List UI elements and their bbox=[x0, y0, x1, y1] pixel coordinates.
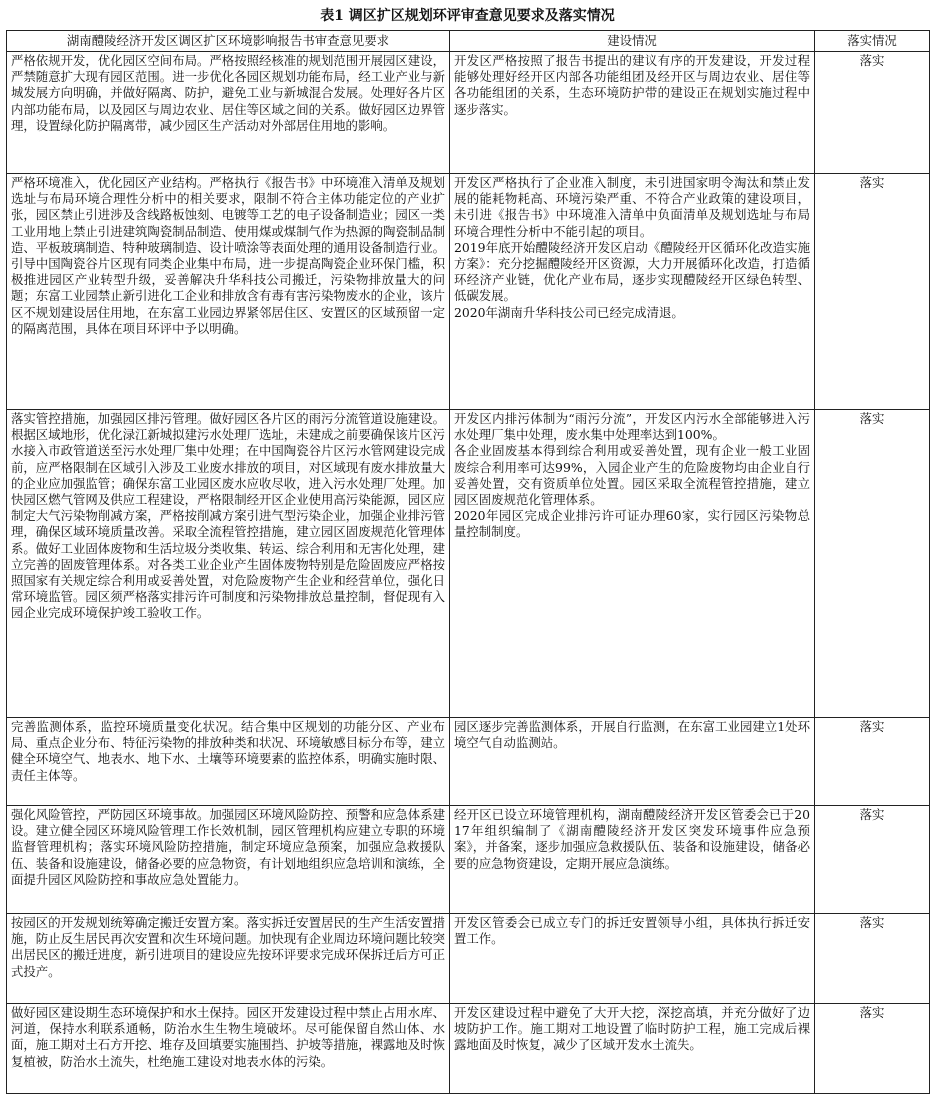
table-row bbox=[7, 52, 930, 174]
status-cell: 落实 bbox=[815, 806, 930, 914]
condition-text: 2020年园区完成企业排污许可证办理60家，实行园区污染物总量控制制度。 bbox=[454, 508, 810, 540]
status-cell: 落实 bbox=[815, 174, 930, 410]
requirement-cell: 严格依规开发，优化园区空间布局。严格按照经核准的规划范围开展园区建设，严禁随意扩大现有园区范围。进一步优化各园区规划功能布局，经工业产业与新城发展方向明确，并做好隔离、防护，避免工业与新城混合发展。处理好各片区内部功能布局，以及园区与周边农业、居住等区域之间的关系。做好园区边界管理，设置绿化防护隔离带，减少园区生产活动对外部居住用地的影响。 bbox=[7, 52, 450, 174]
condition-text: 开发区管委会已成立专门的拆迁安置领导小组，具体执行拆迁安置工作。 bbox=[454, 915, 810, 947]
condition-text: 开发区严格按照了报告书提出的建议有序的开发建设，开发过程能够处理好经开区内部各功能组团及经开区与周边农业、居住等各功能组团的关系，生态环境防护带的建设正在规划实施过程中逐步落实。 bbox=[454, 53, 810, 117]
requirement-cell: 完善监测体系，监控环境质量变化状况。结合集中区规划的功能分区、产业布局、重点企业分布、特征污染物的排放种类和状况、环境敏感目标分布等，建立健全环境空气、地表水、地下水、土壤等环境要素的监控体系，明确实施时限、责任主体等。 bbox=[7, 718, 450, 806]
table-row bbox=[7, 410, 930, 718]
status-cell: 落实 bbox=[815, 718, 930, 806]
status-cell: 落实 bbox=[815, 52, 930, 174]
table-row bbox=[7, 914, 930, 1004]
condition-text: 园区逐步完善监测体系，开展自行监测，在东富工业园建立1处环境空气自动监测站。 bbox=[454, 719, 810, 751]
requirement-cell: 强化风险管控，严防园区环境事故。加强园区环境风险防控、预警和应急体系建设。建立健全园区环境风险管理工作长效机制，园区管理机构应建立专职的环境监督管理机构；落实环境风险防控措施，制定环境应急预案，加强应急救援队伍、装备和设施建设，储备必要的应急物资，有计划地组织应急培训和演练，全面提升园区风险防控和事故应急处置能力。 bbox=[7, 806, 450, 914]
condition-text: 2020年湖南升华科技公司已经完成清退。 bbox=[454, 304, 684, 320]
condition-cell bbox=[450, 174, 815, 410]
requirement-cell: 做好园区建设期生态环境保护和水土保持。园区开发建设过程中禁止占用水库、河道，保持水利联系通畅，防治水生生物生境破坏。尽可能保留自然山体、水面，施工期对土石方开挖、堆存及回填要实施围挡、护坡等措施，裸露地及时恢复植被，防治水土流失，杜绝施工建设对地表水体的污染。 bbox=[7, 1004, 450, 1094]
condition-cell bbox=[450, 718, 815, 806]
condition-text: 开发区建设过程中避免了大开大挖，深挖高填，并充分做好了边坡防护工作。施工期对工地设置了临时防护工程，施工完成后裸露地面及时恢复，减少了区域开发水土流失。 bbox=[454, 1005, 810, 1053]
review-table bbox=[6, 30, 930, 1094]
condition-cell bbox=[450, 52, 815, 174]
header-row bbox=[7, 31, 930, 52]
condition-cell bbox=[450, 806, 815, 914]
condition-text: 开发区严格执行了企业准入制度，未引进国家明令淘汰和禁止发展的能耗物耗高、环境污染严重、不符合产业政策的建设项目，未引进《报告书》中环境准入清单中负面清单及规划选址与布局环境合理性分析中不能引起的项目。 bbox=[454, 175, 810, 239]
condition-cell bbox=[450, 410, 815, 718]
table-row bbox=[7, 718, 930, 806]
condition-text: 开发区内排污体制为“雨污分流”，开发区内污水全部能够进入污水处理厂集中处理，废水集中处理率达到100%。 bbox=[454, 411, 810, 443]
condition-text: 经开区已设立环境管理机构，湖南醴陵经济开发区管委会已于2017年组织编制了《湖南醴陵经济开发区突发环境事件应急预案》，并备案，逐步加强应急救援队伍、装备和设施建设，储备必要的应急物资建设，定期开展应急演练。 bbox=[454, 807, 810, 871]
status-cell: 落实 bbox=[815, 1004, 930, 1094]
status-cell: 落实 bbox=[815, 410, 930, 718]
table-row bbox=[7, 174, 930, 410]
status-cell: 落实 bbox=[815, 914, 930, 1004]
condition-text: 各企业固废基本得到综合利用或妥善处置，现有企业一般工业固废综合利用率可达99%，入园企业产生的危险废物均由企业自行妥善处置，交有资质单位处置。园区采取全流程管控措施，建立园区固废规范化管理体系。 bbox=[454, 443, 810, 508]
header-requirement: 湖南醴陵经济开发区调区扩区环境影响报告书审查意见要求 bbox=[7, 31, 450, 52]
requirement-cell: 严格环境准入，优化园区产业结构。严格执行《报告书》中环境准入清单及规划选址与布局环境合理性分析中的相关要求，限制不符合主体功能定位的产业扩张，园区禁止引进涉及含线路板蚀刻、电镀等工艺的电子设备制造业；园区一类工业用地上禁止引进建筑陶瓷制品制造、使用煤或煤制气作为热源的陶瓷制品制造、平板玻璃制造、特种玻璃制造、设计喷涂等表面处理的通用设备制造行业。引导中国陶瓷谷片区现有同类企业集中布局，进一步提高陶瓷企业环保门槛，积极推进园区产业转型升级，妥善解决升华科技公司搬迁，污染物排放量大的问题；东富工业园禁止新引进化工企业和排放含有毒有害污染物废水的企业，该片区不规划建设居住用地，在东富工业园边界紧邻居住区、安置区的区域预留一定的隔离范围，具体在项目环评中予以明确。 bbox=[7, 174, 450, 410]
condition-text: 2019年底开始醴陵经济开发区启动《醴陵经开区循环化改造实施方案》：充分挖掘醴陵经开区资源，大力开展循环化改造，打造循环经济产业链，优化产业布局，逐步实现醴陵经开区绿色转型、低碳发展。 bbox=[454, 239, 810, 304]
condition-cell bbox=[450, 1004, 815, 1094]
header-condition: 建设情况 bbox=[450, 31, 815, 52]
table-row bbox=[7, 1004, 930, 1094]
requirement-cell: 落实管控措施，加强园区排污管理。做好园区各片区的雨污分流管道设施建设。根据区域地形，优化渌江新城拟建污水处理厂选址，未建成之前要确保该片区污水接入市政管道送至污水处理厂集中处理；在中国陶瓷谷片区污水管网建设完成前，应严格限制在区域引入涉及工业废水排放的项目，对区域现有废水排放量大的企业应加强监管；确保东富工业园区废水应收尽收，进入污水处理厂处理。加快园区燃气管网及供应工程建设，严格限制经开区企业使用高污染能源，园区应制定大气污染物削减方案，严格按削减方案引进气型污染企业，加强企业排污管理，确保区域环境质量改善。采取全流程管控措施，建立园区固废规范化管理体系。做好工业固体废物和生活垃圾分类收集、转运、综合利用和无害化处理，建立完善的固废管理体系。对各类工业企业产生固体废物特别是危险固废应严格按照国家有关规定综合利用或妥善处置，对危险废物产生企业和经营单位，强化日常环境监管。园区须严格落实排污许可制度和污染物排放总量控制，督促现有入园企业完成环境保护竣工验收工作。 bbox=[7, 410, 450, 718]
header-status: 落实情况 bbox=[815, 31, 930, 52]
condition-cell bbox=[450, 914, 815, 1004]
requirement-cell: 按园区的开发规划统筹确定搬迁安置方案。落实拆迁安置居民的生产生活安置措施，防止反生居民再次安置和次生环境问题。加快现有企业周边环境问题比较突出居民区的搬迁进度，新引进项目的建设应先按环评要求完成环保拆迁后方可正式投产。 bbox=[7, 914, 450, 1004]
table-title: 表1 调区扩区规划环评审查意见要求及落实情况 bbox=[320, 8, 615, 24]
table-row bbox=[7, 806, 930, 914]
